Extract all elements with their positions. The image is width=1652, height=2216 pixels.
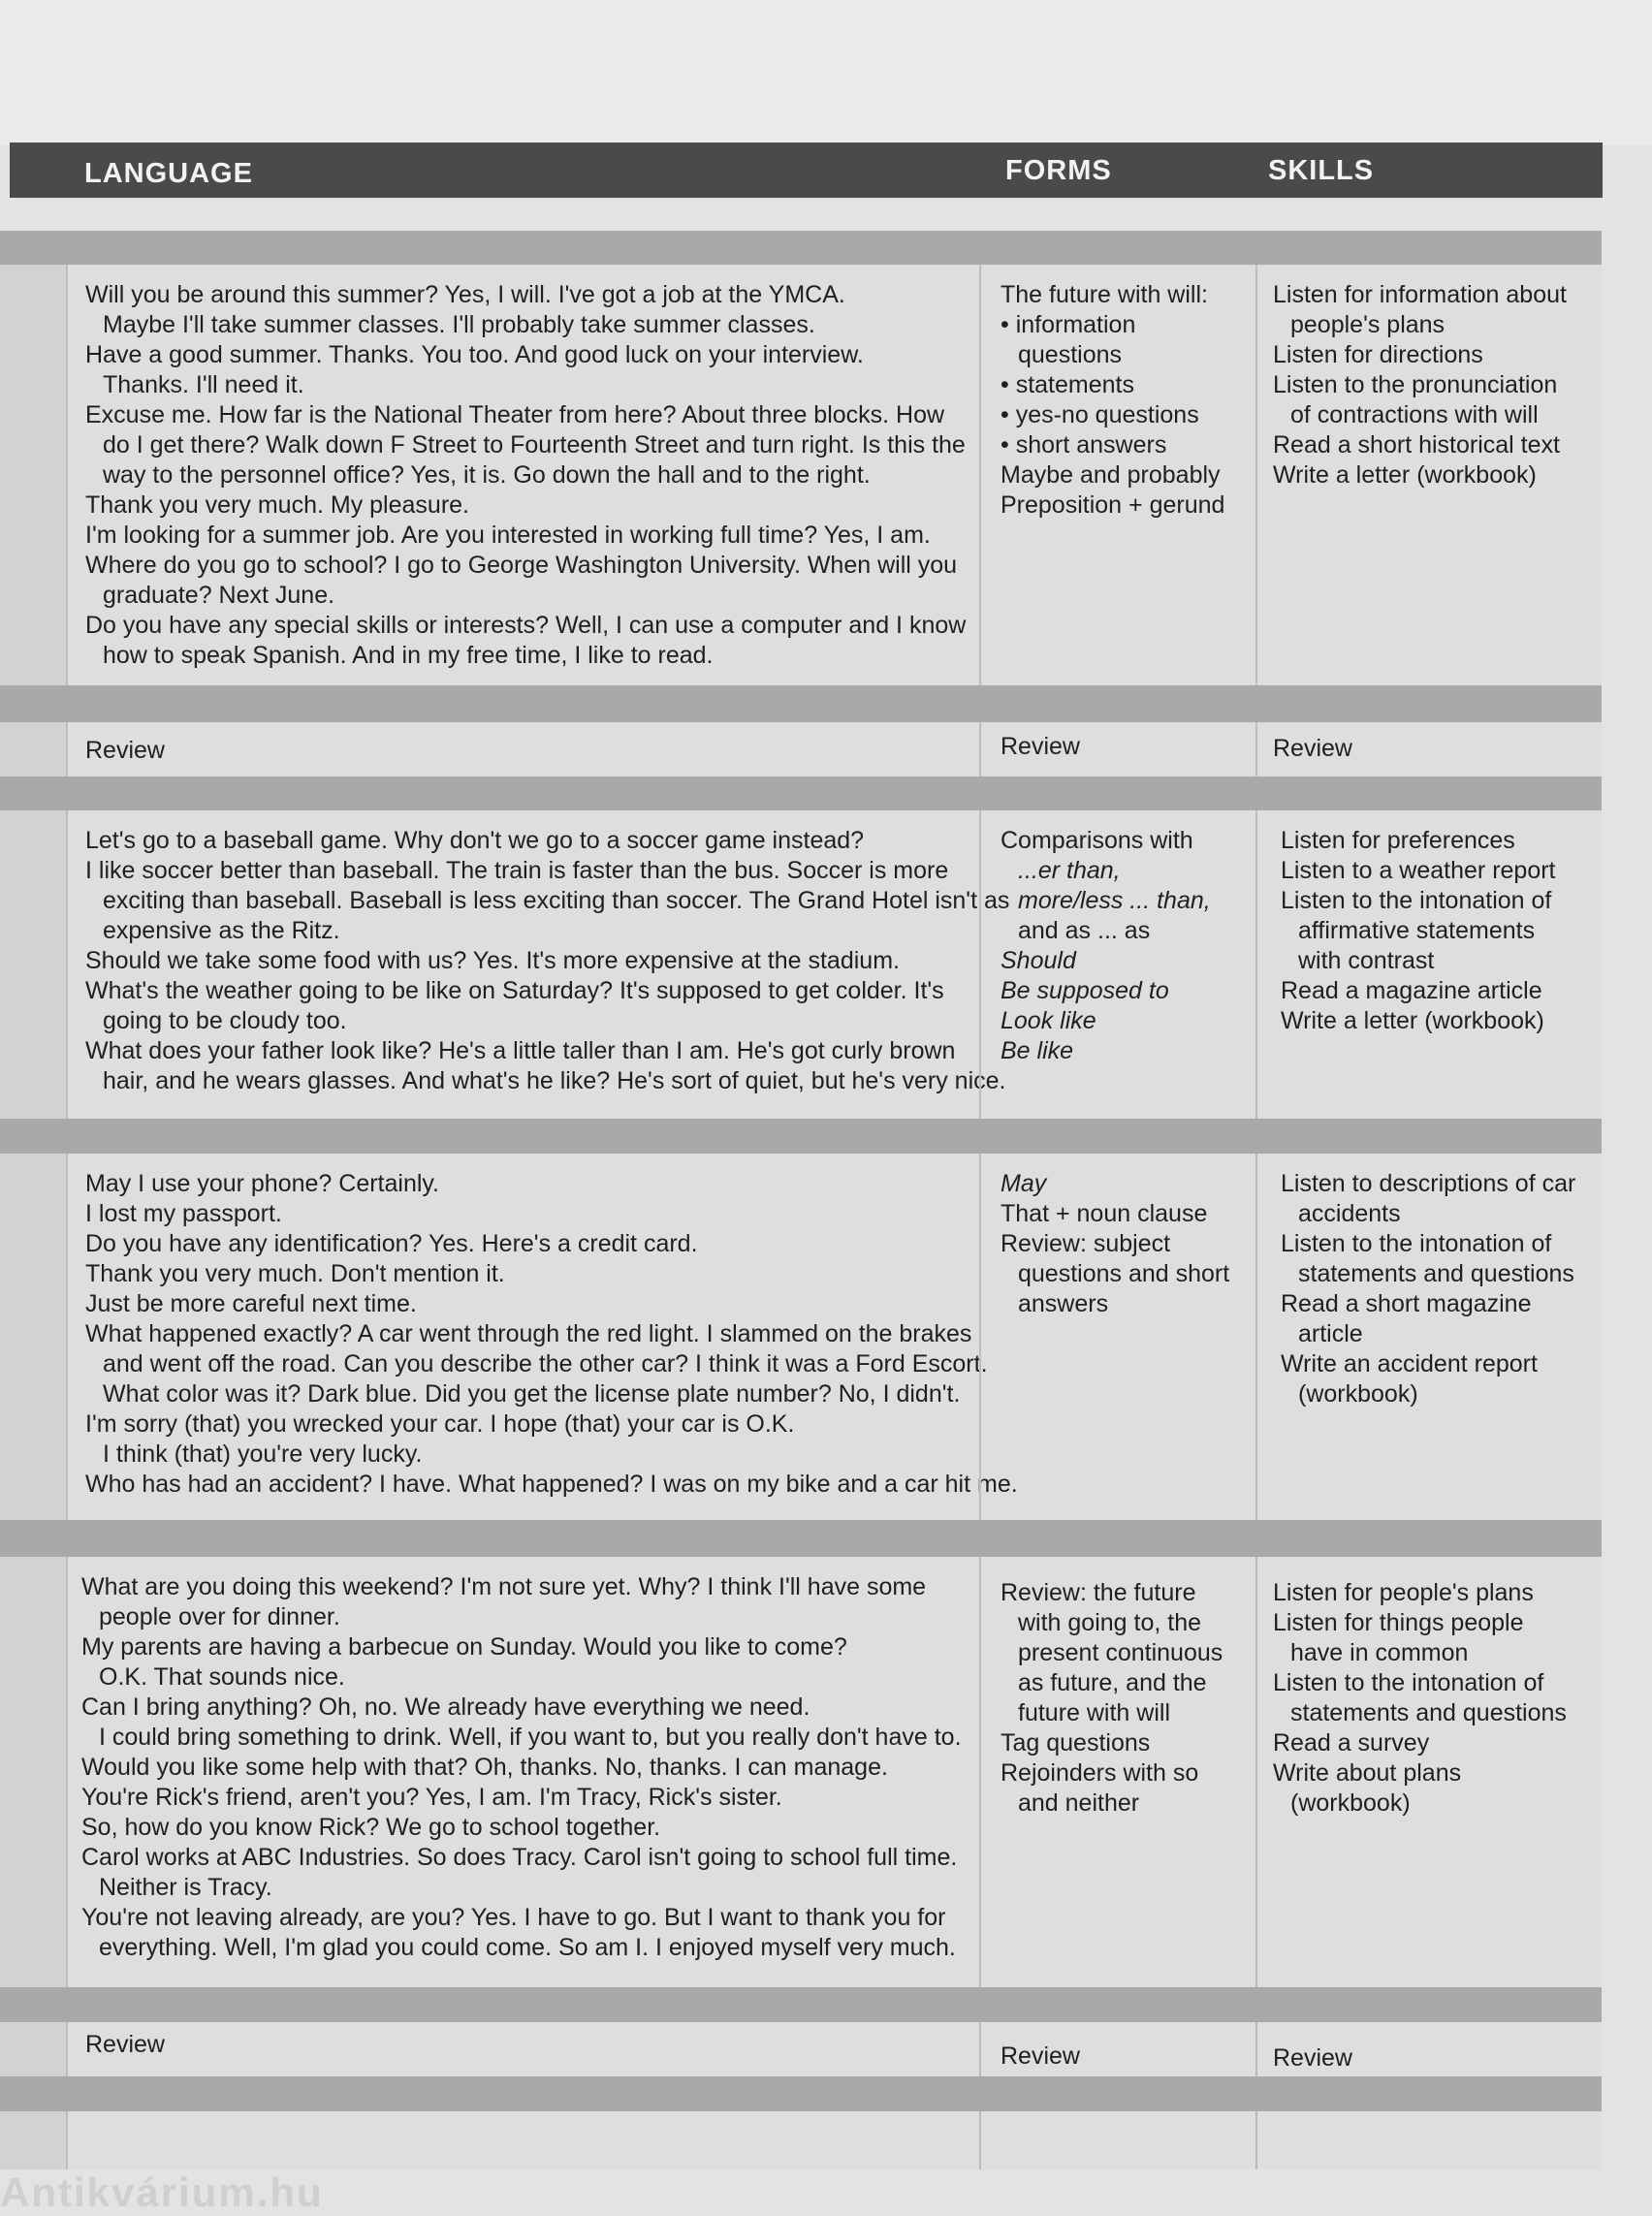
page-top-margin bbox=[0, 0, 1652, 145]
text-line: Write a letter (workbook) bbox=[1273, 461, 1537, 489]
text-line: O.K. That sounds nice. bbox=[99, 1663, 345, 1691]
text-line: Neither is Tracy. bbox=[99, 1874, 272, 1901]
unit-row bbox=[0, 265, 1602, 685]
text-line: Where do you go to school? I go to George Washington University. When will you bbox=[85, 552, 958, 579]
text-line: hair, and he wears glasses. And what's he like? He's sort of quiet, but he's very nice. bbox=[103, 1067, 1006, 1094]
text-line: way to the personnel office? Yes, it is. Go down the hall and to the right. bbox=[103, 461, 871, 489]
text-line: more/less ... than, bbox=[1018, 887, 1211, 914]
unit-band bbox=[0, 231, 1602, 265]
text-line: Listen to the intonation of bbox=[1273, 1669, 1544, 1696]
text-line: Do you have any special skills or interests? Well, I can use a computer and I know bbox=[85, 612, 967, 639]
header-language: LANGUAGE bbox=[84, 158, 253, 189]
text-line: Listen for preferences bbox=[1281, 827, 1515, 854]
text-line: Be like bbox=[1001, 1037, 1074, 1064]
unit-number-cell bbox=[0, 1154, 66, 1520]
unit-row bbox=[0, 1557, 1602, 1987]
text-line: Just be more careful next time. bbox=[85, 1290, 417, 1317]
text-line: I'm looking for a summer job. Are you interested in working full time? Yes, I am. bbox=[85, 522, 931, 549]
text-line: Write a letter (workbook) bbox=[1281, 1007, 1544, 1034]
text-line: as future, and the bbox=[1018, 1669, 1207, 1696]
text-line: have in common bbox=[1290, 1639, 1469, 1666]
text-line: everything. Well, I'm glad you could come. So am I. I enjoyed myself very much. bbox=[99, 1934, 956, 1961]
unit-number-cell bbox=[0, 265, 66, 685]
text-line: Write an accident report bbox=[1281, 1350, 1538, 1377]
language-cell bbox=[66, 1557, 979, 1987]
text-line: Listen to the intonation of bbox=[1281, 887, 1552, 914]
unit-number-cell bbox=[0, 722, 66, 776]
text-line: Maybe and probably bbox=[1001, 461, 1221, 489]
text-line: ...er than, bbox=[1018, 857, 1121, 884]
text-line: Read a short magazine bbox=[1281, 1290, 1532, 1317]
text-line: questions and short bbox=[1018, 1260, 1230, 1287]
text-line: Thanks. I'll need it. bbox=[103, 371, 304, 398]
text-line: Listen for people's plans bbox=[1273, 1579, 1534, 1606]
text-line: Who has had an accident? I have. What happened? I was on my bike and a car hit me. bbox=[85, 1471, 1018, 1498]
text-line: exciting than baseball. Baseball is less exciting than soccer. The Grand Hotel isn't as bbox=[103, 887, 1010, 914]
text-line: Can I bring anything? Oh, no. We already have everything we need. bbox=[81, 1694, 810, 1721]
unit-number-cell bbox=[0, 810, 66, 1119]
text-line: Read a survey bbox=[1273, 1729, 1430, 1757]
text-line: going to be cloudy too. bbox=[103, 1007, 347, 1034]
text-line: people's plans bbox=[1290, 311, 1446, 338]
text-line: of contractions with will bbox=[1290, 401, 1539, 428]
text-line: I could bring something to drink. Well, if you want to, but you really don't have to. bbox=[99, 1724, 962, 1751]
text-line: What color was it? Dark blue. Did you get the license plate number? No, I didn't. bbox=[103, 1380, 961, 1408]
text-line: • information bbox=[1001, 311, 1136, 338]
text-line: Should we take some food with us? Yes. It's more expensive at the stadium. bbox=[85, 947, 900, 974]
text-line: Listen for things people bbox=[1273, 1609, 1524, 1636]
table-header bbox=[10, 142, 1603, 198]
text-line: Review: subject bbox=[1001, 1230, 1171, 1257]
text-line: Be supposed to bbox=[1001, 977, 1169, 1004]
text-line: Look like bbox=[1001, 1007, 1096, 1034]
unit-number-cell bbox=[0, 2111, 66, 2169]
text-line: • statements bbox=[1001, 371, 1134, 398]
unit-band bbox=[0, 2076, 1602, 2111]
text-line: Tag questions bbox=[1001, 1729, 1151, 1757]
text-line: Would you like some help with that? Oh, thanks. No, thanks. I can manage. bbox=[81, 1754, 888, 1781]
unit-band bbox=[0, 1119, 1602, 1154]
text-line: answers bbox=[1018, 1290, 1109, 1317]
text-line: how to speak Spanish. And in my free time, I like to read. bbox=[103, 642, 714, 669]
text-line: What does your father look like? He's a little taller than I am. He's got curly brown bbox=[85, 1037, 956, 1064]
skills-cell bbox=[1255, 2111, 1602, 2169]
text-line: present continuous bbox=[1018, 1639, 1223, 1666]
unit-number-cell bbox=[0, 2022, 66, 2076]
text-line: The future with will: bbox=[1001, 281, 1208, 308]
unit-row bbox=[0, 810, 1602, 1119]
text-line: statements and questions bbox=[1290, 1699, 1567, 1726]
review-skills: Review bbox=[1255, 722, 1602, 776]
text-line: Should bbox=[1001, 947, 1076, 974]
header-skills: SKILLS bbox=[1268, 155, 1375, 186]
text-line: Have a good summer. Thanks. You too. And good luck on your interview. bbox=[85, 341, 864, 368]
text-line: Listen to the intonation of bbox=[1281, 1230, 1552, 1257]
forms-cell bbox=[979, 1154, 1255, 1520]
text-line: with going to, the bbox=[1018, 1609, 1202, 1636]
text-line: and as ... as bbox=[1018, 917, 1151, 944]
text-line: What's the weather going to be like on Saturday? It's supposed to get colder. It's bbox=[85, 977, 944, 1004]
text-line: Comparisons with bbox=[1001, 827, 1193, 854]
text-line: Read a short historical text bbox=[1273, 431, 1560, 459]
review-row bbox=[0, 722, 1602, 776]
text-line: • short answers bbox=[1001, 431, 1167, 459]
skills-cell bbox=[1255, 1557, 1602, 1987]
text-line: future with will bbox=[1018, 1699, 1170, 1726]
unit-band bbox=[0, 776, 1602, 810]
skills-cell bbox=[1255, 265, 1602, 685]
skills-cell bbox=[1255, 1154, 1602, 1520]
text-line: accidents bbox=[1298, 1200, 1401, 1227]
language-cell bbox=[66, 265, 979, 685]
text-line: You're not leaving already, are you? Yes. I have to go. But I want to thank you for bbox=[81, 1904, 946, 1931]
text-line: questions bbox=[1018, 341, 1123, 368]
language-cell bbox=[66, 1154, 1018, 1520]
unit-row bbox=[0, 1154, 1602, 1520]
text-line: and neither bbox=[1018, 1789, 1140, 1817]
text-line: do I get there? Walk down F Street to Fourteenth Street and turn right. Is this the bbox=[103, 431, 966, 459]
text-line: expensive as the Ritz. bbox=[103, 917, 340, 944]
text-line: Do you have any identification? Yes. Here's a credit card. bbox=[85, 1230, 698, 1257]
empty-row bbox=[0, 2111, 1602, 2169]
text-line: My parents are having a barbecue on Sunday. Would you like to come? bbox=[81, 1633, 847, 1661]
text-line: So, how do you know Rick? We go to school together. bbox=[81, 1814, 661, 1841]
text-line: Listen for information about bbox=[1273, 281, 1567, 308]
text-line: Review: the future bbox=[1001, 1579, 1196, 1606]
text-line: Preposition + gerund bbox=[1001, 491, 1225, 519]
language-cell bbox=[66, 2111, 979, 2169]
language-cell bbox=[66, 810, 1010, 1119]
text-line: and went off the road. Can you describe the other car? I think it was a Ford Escort. bbox=[103, 1350, 988, 1377]
skills-cell bbox=[1255, 810, 1602, 1119]
watermark: Antikvárium.hu bbox=[0, 2169, 324, 2215]
review-forms: Review bbox=[979, 722, 1255, 776]
text-line: What are you doing this weekend? I'm not sure yet. Why? I think I'll have some bbox=[81, 1573, 927, 1600]
unit-band bbox=[0, 1520, 1602, 1557]
review-row bbox=[0, 2022, 1602, 2076]
text-line: Thank you very much. My pleasure. bbox=[85, 491, 469, 519]
text-line: What happened exactly? A car went through the red light. I slammed on the brakes bbox=[85, 1320, 972, 1347]
text-line: May bbox=[1001, 1170, 1047, 1197]
text-line: Listen for directions bbox=[1273, 341, 1483, 368]
text-line: Listen to descriptions of car bbox=[1281, 1170, 1576, 1197]
text-line: Write about plans bbox=[1273, 1759, 1462, 1787]
text-line: I think (that) you're very lucky. bbox=[103, 1440, 423, 1468]
text-line: I'm sorry (that) you wrecked your car. I hope (that) your car is O.K. bbox=[85, 1410, 795, 1438]
text-line: Listen to a weather report bbox=[1281, 857, 1556, 884]
text-line: I lost my passport. bbox=[85, 1200, 282, 1227]
text-line: statements and questions bbox=[1298, 1260, 1574, 1287]
forms-cell bbox=[979, 810, 1255, 1119]
text-line: I like soccer better than baseball. The train is faster than the bus. Soccer is more bbox=[85, 857, 949, 884]
text-line: affirmative statements bbox=[1298, 917, 1536, 944]
header-forms: FORMS bbox=[1005, 155, 1112, 186]
text-line: Thank you very much. Don't mention it. bbox=[85, 1260, 505, 1287]
text-line: That + noun clause bbox=[1001, 1200, 1208, 1227]
review-language: Review bbox=[66, 722, 979, 776]
forms-cell bbox=[979, 1557, 1255, 1987]
review-skills: Review bbox=[1255, 2022, 1602, 2076]
review-language: Review bbox=[66, 2022, 979, 2076]
text-line: article bbox=[1298, 1320, 1363, 1347]
text-line: with contrast bbox=[1298, 947, 1435, 974]
review-forms: Review bbox=[979, 2022, 1255, 2076]
text-line: (workbook) bbox=[1290, 1789, 1411, 1817]
review-band bbox=[0, 685, 1602, 722]
text-line: people over for dinner. bbox=[99, 1603, 340, 1630]
text-line: May I use your phone? Certainly. bbox=[85, 1170, 440, 1197]
text-line: Carol works at ABC Industries. So does Tracy. Carol isn't going to school full time. bbox=[81, 1844, 958, 1871]
review-band bbox=[0, 1987, 1602, 2022]
text-line: Listen to the pronunciation bbox=[1273, 371, 1558, 398]
text-line: graduate? Next June. bbox=[103, 582, 335, 609]
unit-number-cell bbox=[0, 1557, 66, 1987]
text-line: Maybe I'll take summer classes. I'll probably take summer classes. bbox=[103, 311, 815, 338]
text-line: • yes-no questions bbox=[1001, 401, 1199, 428]
text-line: Rejoinders with so bbox=[1001, 1759, 1199, 1787]
text-line: (workbook) bbox=[1298, 1380, 1418, 1408]
text-line: You're Rick's friend, aren't you? Yes, I am. I'm Tracy, Rick's sister. bbox=[81, 1784, 782, 1811]
text-line: Will you be around this summer? Yes, I will. I've got a job at the YMCA. bbox=[85, 281, 845, 308]
text-line: Excuse me. How far is the National Theater from here? About three blocks. How bbox=[85, 401, 945, 428]
forms-cell bbox=[979, 265, 1255, 685]
forms-cell bbox=[979, 2111, 1255, 2169]
text-line: Read a magazine article bbox=[1281, 977, 1542, 1004]
text-line: Let's go to a baseball game. Why don't we go to a soccer game instead? bbox=[85, 827, 865, 854]
